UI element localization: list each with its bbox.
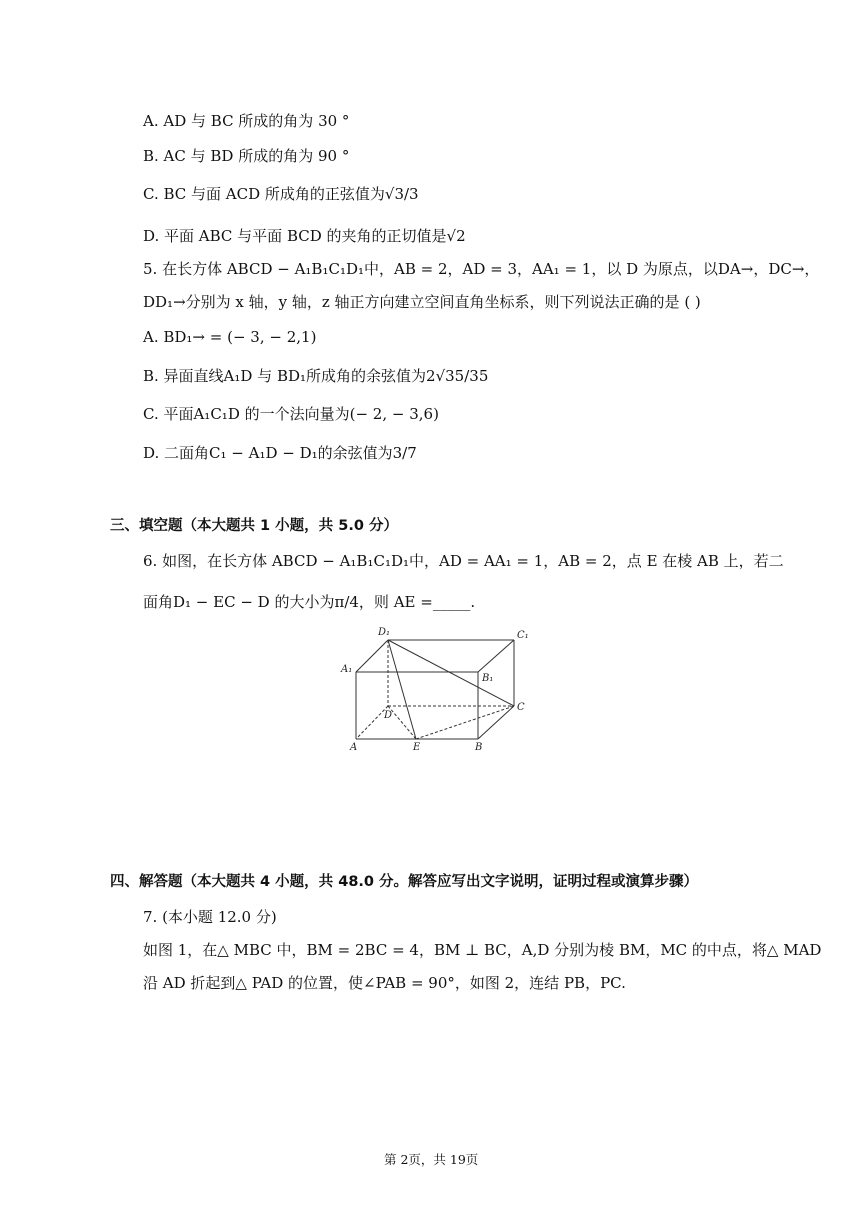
q6-line1: 6. 如图，在长方体 ABCD − A₁B₁C₁D₁中，AD = AA₁ = 1，AB = 2，点 E 在棱 AB 上，若二 (143, 552, 784, 570)
label-c: C (517, 702, 525, 713)
q5-option-b: B. 异面直线A₁D 与 BD₁所成角的余弦值为2√35/35 (143, 367, 489, 385)
label-d1: D₁ (378, 627, 391, 638)
q5-stem-line1: 5. 在长方体 ABCD − A₁B₁C₁D₁中，AB = 2，AD = 3，AA₁ = 1，以 D 为原点，以DA→，DC→， (143, 260, 820, 278)
page-footer: 第 2页，共 19页 (384, 1152, 479, 1167)
section4-heading: 四、解答题（本大题共 4 小题，共 48.0 分。解答应写出文字说明，证明过程或演算步骤） (110, 874, 699, 890)
q6-line2: 面角D₁ − EC − D 的大小为π/4，则 AE =_____. (143, 593, 476, 611)
q7-line1: 如图 1，在△ MBC 中，BM = 2BC = 4，BM ⊥ BC，A,D 分别为棱 BM，MC 的中点，将△ MAD (143, 941, 822, 959)
cuboid-figure (336, 624, 536, 752)
label-c1: C₁ (517, 630, 529, 641)
label-e: E (413, 742, 421, 752)
q5-stem-line2: DD₁→分别为 x 轴，y 轴，z 轴正方向建立空间直角坐标系，则下列说法正确的是 ( ) (143, 293, 701, 311)
section3-heading: 三、填空题（本大题共 1 小题，共 5.0 分） (110, 518, 398, 534)
q4-option-a: A. AD 与 BC 所成的角为 30 ° (143, 112, 350, 130)
q7-line2: 沿 AD 折起到△ PAD 的位置，使∠PAB = 90°，如图 2，连结 PB，PC. (143, 974, 626, 992)
q4-option-b: B. AC 与 BD 所成的角为 90 ° (143, 147, 350, 165)
q5-option-d: D. 二面角C₁ − A₁D − D₁的余弦值为3/7 (143, 444, 417, 462)
q5-option-c: C. 平面A₁C₁D 的一个法向量为(− 2, − 3,6) (143, 405, 439, 423)
q7-title: 7. (本小题 12.0 分) (143, 908, 277, 926)
label-a: A (350, 742, 358, 752)
q4-option-d: D. 平面 ABC 与平面 BCD 的夹角的正切值是√2 (143, 227, 466, 245)
label-b1: B₁ (482, 673, 494, 684)
q4-option-c: C. BC 与面 ACD 所成角的正弦值为√3/3 (143, 185, 419, 203)
label-b: B (475, 742, 483, 752)
q5-option-a: A. BD₁→ = (− 3, − 2,1) (143, 328, 317, 346)
label-a1: A₁ (341, 664, 353, 675)
label-d: D (384, 710, 393, 721)
